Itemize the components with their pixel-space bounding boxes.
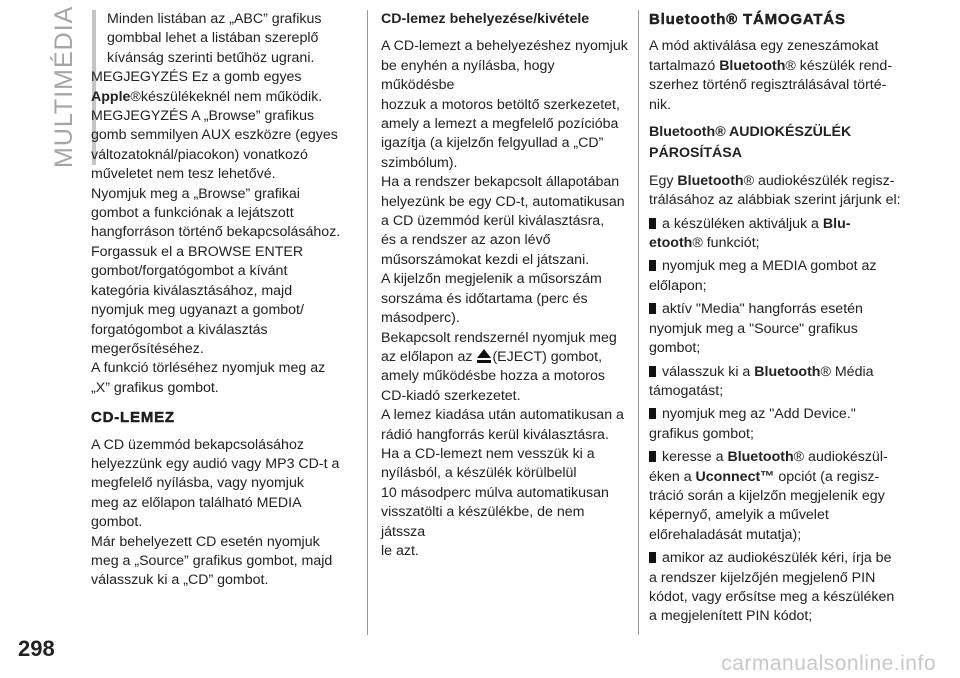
bold-term: Uconnect™ bbox=[695, 468, 775, 485]
side-tab-label: MULTIMÉDIA bbox=[50, 5, 78, 168]
bullet-icon bbox=[649, 303, 656, 314]
bullet-icon bbox=[649, 366, 656, 377]
text-line: meg az előlapon található MEDIA bbox=[91, 494, 302, 511]
section-heading-bluetooth: Bluetooth® TÁMOGATÁS bbox=[649, 11, 846, 28]
text-line: nyomjuk meg ugyanazt a gombot/ bbox=[91, 302, 304, 319]
text-line: Ha a rendszer bekapcsolt állapotában bbox=[381, 174, 620, 191]
text-line: „X” grafikus gombot. bbox=[91, 379, 219, 396]
text-line: a megjelenített PIN kódot; bbox=[649, 608, 813, 625]
text-line: szerhez történő regisztrálásával törté- bbox=[649, 77, 887, 94]
text-line: trálásához az alábbiak szerint járjunk el: bbox=[649, 192, 901, 209]
text-line: le azt. bbox=[381, 542, 419, 559]
text-line: kategória kiválasztásához, majd bbox=[91, 282, 293, 299]
abc-note bbox=[91, 10, 357, 68]
text-line: gombbal lehet a listában szereplő bbox=[107, 30, 319, 47]
subheading: PÁROSÍTÁSA bbox=[649, 145, 743, 162]
text-line: változatoknál/piacokon) vonatkozó bbox=[91, 146, 308, 163]
text-run: válasszuk ki a bbox=[662, 363, 755, 380]
text-run: ®készülékeknél nem működik. bbox=[130, 88, 323, 105]
text-line: szimbólum). bbox=[381, 154, 458, 171]
text-line: nik. bbox=[649, 96, 672, 113]
list-item bbox=[649, 257, 911, 276]
text-run: tartalmazó bbox=[649, 57, 720, 74]
text-line: hangforráson történő bekapcsolásához. bbox=[91, 224, 341, 241]
text-line: amely a lemezt a megfelelő pozícióba bbox=[381, 116, 619, 133]
text-line: A CD üzemmód bekapcsolásához bbox=[91, 436, 304, 453]
text-line: A CD-lemezt a behelyezéshez nyomjuk bbox=[381, 38, 628, 55]
text-line: amely működésbe hozza a motoros bbox=[381, 368, 605, 385]
list-item bbox=[649, 300, 911, 319]
text-run: nyomjuk meg az "Add Device." bbox=[662, 406, 856, 423]
text-line: A funkció törléséhez nyomjuk meg az bbox=[91, 360, 326, 377]
list-item bbox=[649, 549, 911, 568]
column-2 bbox=[381, 10, 629, 561]
text-line bbox=[91, 88, 357, 107]
text-line: meg a „Source” grafikus gombot, majd bbox=[91, 552, 333, 569]
text-line: be enyhén a nyílásba, hogy működésbe bbox=[381, 57, 555, 94]
text-line: MEGJEGYZÉS A „Browse” grafikus bbox=[91, 108, 315, 125]
text-line: a CD üzemmód kerül kiválasztásra, bbox=[381, 213, 605, 230]
text-line: gombot a funkciónak a lejátszott bbox=[91, 205, 294, 222]
text-line: gombot; bbox=[649, 340, 701, 357]
text-line: válasszuk ki a „CD” gombot. bbox=[91, 572, 269, 589]
text-line: kívánság szerinti betűhöz ugrani. bbox=[107, 49, 315, 66]
watermark: carmanualsonline.info bbox=[721, 652, 936, 675]
text-run: nyomjuk meg a MEDIA gombot az bbox=[662, 258, 877, 275]
section-heading-cd: CD-LEMEZ bbox=[91, 409, 175, 427]
list-item bbox=[649, 363, 911, 382]
text-run: keresse a bbox=[662, 449, 728, 466]
text-line: Minden listában az „ABC” grafikus bbox=[107, 11, 322, 27]
text-line: grafikus gombot; bbox=[649, 425, 754, 442]
text-line: kódot, vagy erősítse meg a készüléken bbox=[649, 588, 895, 605]
column-divider bbox=[638, 10, 639, 635]
text-line: gombot. bbox=[91, 514, 143, 531]
bullet-icon bbox=[649, 408, 656, 419]
list-item bbox=[649, 215, 911, 234]
text-line bbox=[649, 234, 911, 253]
list-item bbox=[649, 448, 911, 467]
text-line: CD-kiadó szerkezetet. bbox=[381, 387, 521, 404]
text-line: támogatást; bbox=[649, 382, 724, 399]
column-3 bbox=[649, 10, 911, 627]
text-line bbox=[381, 348, 629, 367]
text-line bbox=[649, 57, 911, 76]
text-line: gomb semmilyen AUX eszközre (egyes bbox=[91, 127, 338, 144]
text-line: előrehaladását mutatja); bbox=[649, 526, 802, 543]
text-run: éken a bbox=[649, 468, 696, 485]
text-line: Bekapcsolt rendszernél nyomjuk meg bbox=[381, 329, 617, 346]
text-line: és a rendszer az azon lévő bbox=[381, 232, 551, 249]
text-run: ® audiokészülék regisz- bbox=[743, 172, 895, 189]
text-line: visszatölti a készülékbe, de nem játssza bbox=[381, 504, 585, 540]
text-line: A kijelzőn megjelenik a műsorszám bbox=[381, 271, 602, 288]
text-line: Már behelyezett CD esetén nyomjuk bbox=[91, 533, 320, 550]
text-line: képernyő, amelyik a művelet bbox=[649, 507, 829, 524]
bold-term: etooth bbox=[649, 235, 693, 252]
bold-term: Bluetooth bbox=[719, 57, 786, 74]
column-1 bbox=[91, 10, 357, 591]
text-run: (EJECT) gombot, bbox=[492, 348, 603, 365]
text-line: gombot/forgatógombot a kívánt bbox=[91, 263, 288, 280]
text-line: a rendszer kijelzőjén megjelenő PIN bbox=[649, 569, 876, 586]
text-run: opciót (a regisz- bbox=[774, 468, 880, 485]
text-run: Egy bbox=[649, 172, 678, 189]
bold-term: Bluetooth bbox=[754, 363, 821, 380]
text-line: megfelelő nyílásba, vagy nyomjuk bbox=[91, 475, 304, 492]
text-line: Nyomjuk meg a „Browse” grafikai bbox=[91, 185, 300, 202]
text-line: A mód aktiválása egy zeneszámokat bbox=[649, 38, 879, 55]
page-number: 298 bbox=[18, 636, 55, 661]
bullet-icon bbox=[649, 218, 656, 229]
text-line: Forgassuk el a BROWSE ENTER bbox=[91, 243, 304, 260]
text-line: tráció során a kijelzőn megjelenik egy bbox=[649, 487, 885, 504]
text-line: forgatógombot a kiválasztás bbox=[91, 321, 268, 338]
bold-term: Bluetooth bbox=[727, 449, 794, 466]
eject-icon bbox=[476, 348, 492, 364]
bold-term: Blu- bbox=[822, 215, 851, 232]
text-run: az előlapon az bbox=[381, 348, 473, 365]
text-run: ® funkciót; bbox=[692, 235, 760, 252]
list-item bbox=[649, 405, 911, 424]
subheading: Bluetooth® AUDIOKÉSZÜLÉK bbox=[649, 124, 852, 141]
text-line: előlapon; bbox=[649, 277, 707, 294]
bullet-icon bbox=[649, 260, 656, 271]
text-line: nyomjuk meg a "Source" grafikus bbox=[649, 320, 858, 337]
text-line: helyezzünk egy audió vagy MP3 CD-t a bbox=[91, 455, 340, 472]
text-line: nyílásból, a készülék körülbelül bbox=[381, 465, 577, 482]
section-heading-insert-eject: CD-lemez behelyezése/kivétele bbox=[381, 11, 590, 27]
text-run: ® audiokészül- bbox=[793, 449, 888, 466]
text-run: aktív "Media" hangforrás esetén bbox=[662, 301, 863, 318]
bullet-icon bbox=[649, 451, 656, 462]
text-line: sorszáma és időtartama (perc és bbox=[381, 290, 588, 307]
text-line: A lemez kiadása után automatikusan a bbox=[381, 407, 624, 424]
text-line: rádió hangforrás kerül kiválasztásra. bbox=[381, 426, 609, 443]
text-run: ® Média bbox=[820, 363, 874, 380]
text-line: MEGJEGYZÉS Ez a gomb egyes bbox=[91, 69, 302, 86]
text-line: megerősítéséhez. bbox=[91, 340, 204, 357]
text-line: igazítja (a kijelzőn felgyullad a „CD” bbox=[381, 135, 604, 152]
text-line bbox=[649, 468, 911, 487]
text-run: ® készülék rend- bbox=[785, 57, 893, 74]
bold-term: Apple bbox=[91, 88, 131, 105]
text-line: helyezünk be egy CD-t, automatikusan bbox=[381, 193, 625, 210]
side-tab bbox=[50, 5, 90, 168]
bold-term: Bluetooth bbox=[677, 172, 744, 189]
text-line bbox=[649, 172, 911, 191]
text-line: 10 másodperc múlva automatikusan bbox=[381, 484, 609, 501]
text-line: műsorszámokat kezdi el játszani. bbox=[381, 251, 590, 268]
column-divider bbox=[367, 10, 368, 635]
text-line: másodperc). bbox=[381, 310, 460, 327]
text-line: Ha a CD-lemezt nem vesszük ki a bbox=[381, 445, 595, 462]
text-line: hozzuk a motoros betöltő szerkezetet, bbox=[381, 96, 620, 113]
text-line: műveletet nem tesz lehetővé. bbox=[91, 166, 276, 183]
text-run: amikor az audiokészülék kéri, írja be bbox=[662, 550, 892, 567]
text-run: a készüléken aktiváljuk a bbox=[662, 215, 823, 232]
bullet-icon bbox=[649, 552, 656, 563]
